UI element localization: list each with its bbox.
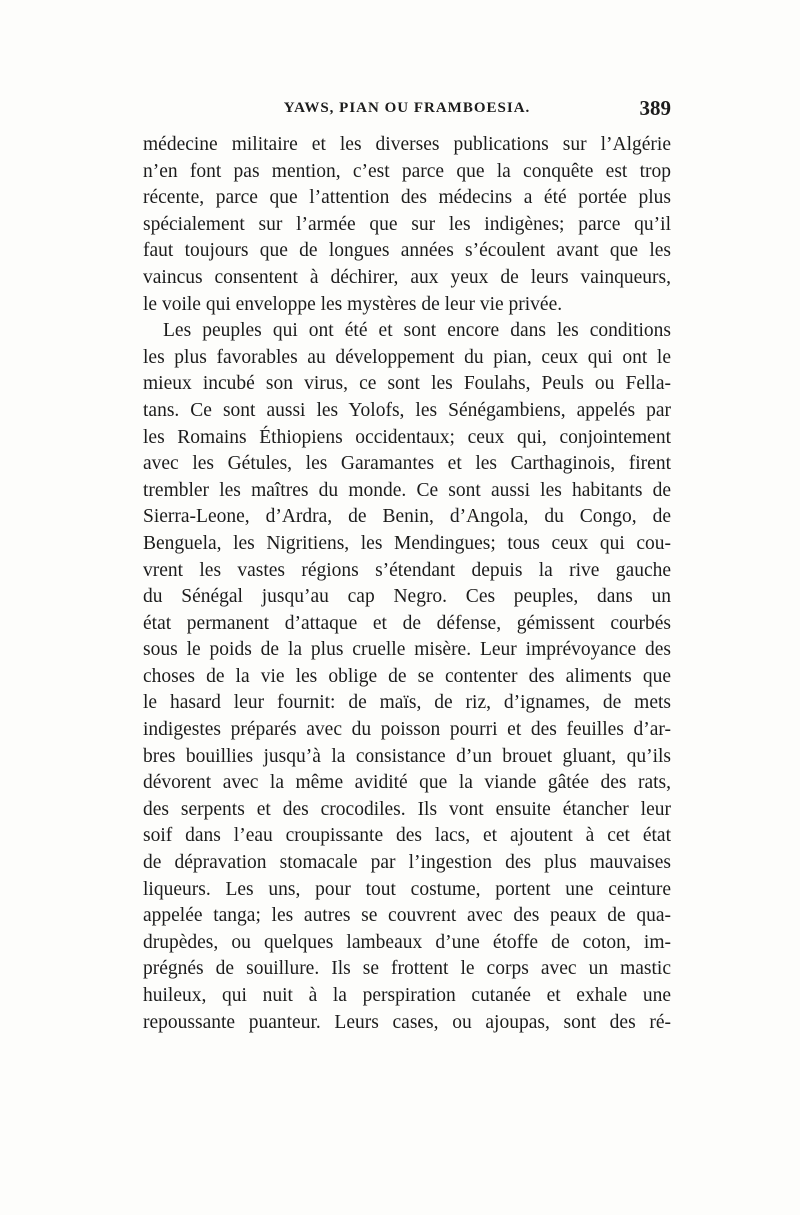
text-line: Sierra-Leone, d’Ardra, de Benin, d’Angola, du Congo, de — [143, 506, 671, 528]
text-line: bres bouillies jusqu’à la consistance d’un brouet gluant, qu’ils — [143, 745, 671, 767]
text-line: appelée tanga; les autres se couvrent avec des peaux de qua- — [143, 905, 671, 927]
text-line: des serpents et des crocodiles. Ils vont ensuite étancher leur — [143, 798, 671, 820]
text-line: n’en font pas mention, c’est parce que la conquête est trop — [143, 160, 671, 182]
text-line: Benguela, les Nigritiens, les Mendingues; tous ceux qui cou- — [143, 532, 671, 554]
text-line: médecine militaire et les diverses publications sur l’Algérie — [143, 134, 671, 155]
text-line: récente, parce que l’attention des médecins a été portée plus — [143, 187, 671, 209]
text-line: indigestes préparés avec du poisson pourri et des feuilles d’ar- — [143, 719, 671, 741]
text-line: vaincus consentent à déchirer, aux yeux de leurs vainqueurs, — [143, 266, 671, 288]
text-line: liqueurs. Les uns, pour tout costume, portent une ceinture — [143, 878, 671, 900]
text-line: tans. Ce sont aussi les Yolofs, les Sénégambiens, appelés par — [143, 399, 671, 421]
text-line: état permanent d’attaque et de défense, gémissent courbés — [143, 612, 671, 634]
text-line: du Sénégal jusqu’au cap Negro. Ces peuples, dans un — [143, 586, 671, 608]
text-line: mieux incubé son virus, ce sont les Foulahs, Peuls ou Fella- — [143, 373, 671, 395]
text-line: soif dans l’eau croupissante des lacs, et ajoutent à cet état — [143, 825, 671, 847]
text-line: avec les Gétules, les Garamantes et les Carthaginois, firent — [143, 453, 671, 475]
text-line: vrent les vastes régions s’étendant depuis la rive gauche — [143, 559, 671, 581]
text-line: les plus favorables au développement du pian, ceux qui ont le — [143, 346, 671, 368]
running-title: YAWS, PIAN OU FRAMBOESIA. — [283, 100, 531, 116]
text-line: choses de la vie les oblige de se contenter des aliments que — [143, 665, 671, 687]
text-line: le hasard leur fournit: de maïs, de riz, d’ignames, de mets — [143, 692, 671, 714]
page-number: 389 — [639, 96, 671, 120]
text-line: le voile qui enveloppe les mystères de leur vie privée. — [143, 293, 563, 315]
text-line: dévorent avec la même avidité que la viande gâtée des rats, — [143, 772, 671, 794]
text-line: Les peuples qui ont été et sont encore dans les conditions — [163, 320, 671, 342]
text-line: de dépravation stomacale par l’ingestion des plus mauvaises — [143, 852, 671, 874]
text-line: sous le poids de la plus cruelle misère. Leur imprévoyance des — [143, 639, 671, 661]
text-line: faut toujours que de longues années s’écoulent avant que les — [143, 240, 671, 262]
body-text — [143, 132, 671, 1036]
text-line: spécialement sur l’armée que sur les indigènes; parce qu’il — [143, 213, 671, 235]
text-line: prégnés de souillure. Ils se frottent le corps avec un mastic — [143, 958, 671, 980]
text-line: repoussante puanteur. Leurs cases, ou ajoupas, sont des ré- — [143, 1011, 671, 1033]
running-head — [143, 96, 671, 126]
text-line: huileux, qui nuit à la perspiration cutanée et exhale une — [143, 985, 671, 1006]
text-line: les Romains Éthiopiens occidentaux; ceux qui, conjointement — [143, 426, 671, 448]
text-line: trembler les maîtres du monde. Ce sont aussi les habitants de — [143, 479, 671, 501]
text-line: drupèdes, ou quelques lambeaux d’une étoffe de coton, im- — [143, 931, 671, 953]
